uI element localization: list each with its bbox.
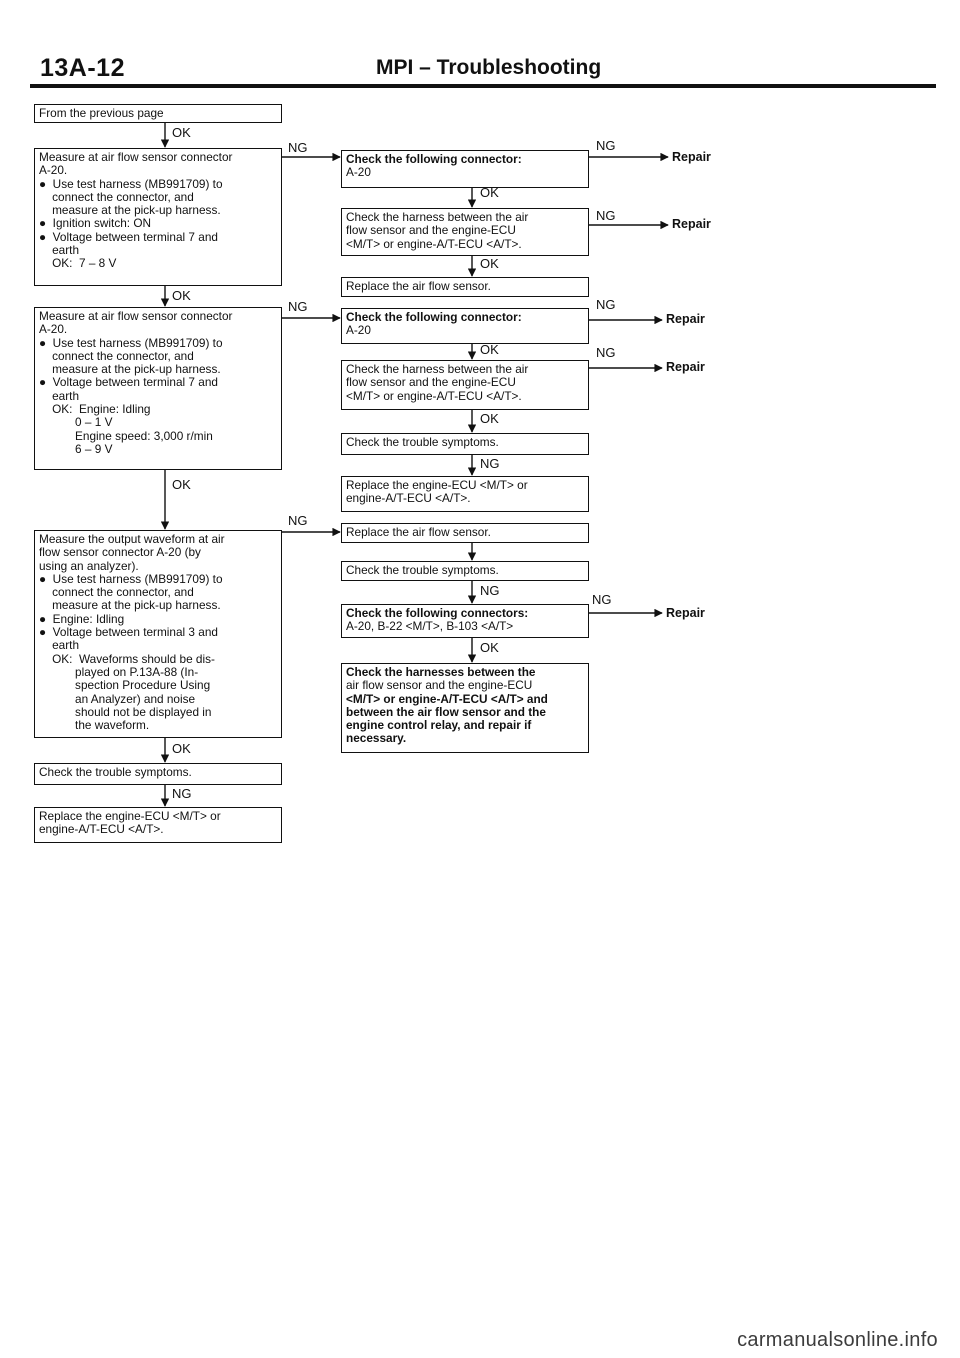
page-title: MPI – Troubleshooting: [376, 56, 602, 79]
connector-check-1-box: Check the following connector: A-20: [341, 150, 589, 188]
ng-label: NG: [288, 299, 308, 314]
repair-label: Repair: [666, 312, 705, 326]
ok-label: OK: [480, 185, 499, 200]
trouble-right-1-box: Check the trouble symptoms.: [341, 433, 589, 455]
ok-label: OK: [172, 477, 191, 492]
harness-check-1-box: Check the harness between the air flow sensor and the engine-ECU <M/T> or engine-A/T-ECU <A/T>.: [341, 208, 589, 256]
ng-label: NG: [596, 138, 616, 153]
trouble-right-2-box: Check the trouble symptoms.: [341, 561, 589, 581]
page-number: 13A-12: [40, 54, 125, 82]
watermark-text: carmanualsonline.info: [737, 1329, 938, 1351]
harness-check-2-box: Check the harness between the air flow sensor and the engine-ECU <M/T> or engine-A/T-ECU <A/T>.: [341, 360, 589, 410]
repair-label: Repair: [666, 606, 705, 620]
ok-label: OK: [480, 256, 499, 271]
ng-label: NG: [480, 456, 500, 471]
repair-label: Repair: [672, 217, 711, 231]
ng-label: NG: [480, 583, 500, 598]
measure1-box: Measure at air flow sensor connector A-20. ● Use test harness (MB991709) to connect the connector, and measure at the pick-up harness. ● Ignition switch: ON ● Voltage between terminal 7 and earth OK: 7 – 8 V: [34, 148, 282, 286]
connector-check-3-box: Check the following connectors: A-20, B-22 <M/T>, B-103 <A/T>: [341, 604, 589, 638]
replace-afs-1-box: Replace the air flow sensor.: [341, 277, 589, 297]
ok-label: OK: [172, 125, 191, 140]
ok-label: OK: [172, 288, 191, 303]
ok-label: OK: [172, 741, 191, 756]
trouble-left-box: Check the trouble symptoms.: [34, 763, 282, 785]
ok-label: OK: [480, 411, 499, 426]
ng-label: NG: [288, 513, 308, 528]
ok-label: OK: [480, 640, 499, 655]
measure3-box: Measure the output waveform at air flow sensor connector A-20 (by using an analyzer). ● Use test harness (MB991709) to connect the connector, and measure at the pick-up harness. ● Engine: Idling ● Voltage between terminal 3 and earth OK: Waveforms should be dis- played on P.13A-88 (In- spection Procedure Using an Analyzer) and noise should not be displayed in the waveform.: [34, 530, 282, 738]
ng-label: NG: [596, 345, 616, 360]
ng-label: NG: [172, 786, 192, 801]
harness-check-3-box: Check the harnesses between the air flow sensor and the engine-ECU <M/T> or engine-A/T-ECU <A/T> and between the air flow sensor and the engine control relay, and repair if necessary.: [341, 663, 589, 753]
measure2-box: Measure at air flow sensor connector A-20. ● Use test harness (MB991709) to connect the connector, and measure at the pick-up harness. ● Voltage between terminal 7 and earth OK: Engine: Idling 0 – 1 V Engine speed: 3,000 r/min 6 – 9 V: [34, 307, 282, 470]
ng-label: NG: [592, 592, 612, 607]
ng-label: NG: [596, 208, 616, 223]
ok-label: OK: [480, 342, 499, 357]
replace-ecu-left-box: Replace the engine-ECU <M/T> or engine-A/T-ECU <A/T>.: [34, 807, 282, 843]
ng-label: NG: [288, 140, 308, 155]
replace-afs-2-box: Replace the air flow sensor.: [341, 523, 589, 543]
replace-ecu-right-box: Replace the engine-ECU <M/T> or engine-A/T-ECU <A/T>.: [341, 476, 589, 512]
connector-check-2-box: Check the following connector: A-20: [341, 308, 589, 344]
repair-label: Repair: [666, 360, 705, 374]
start-box: From the previous page: [34, 104, 282, 123]
repair-label: Repair: [672, 150, 711, 164]
ng-label: NG: [596, 297, 616, 312]
